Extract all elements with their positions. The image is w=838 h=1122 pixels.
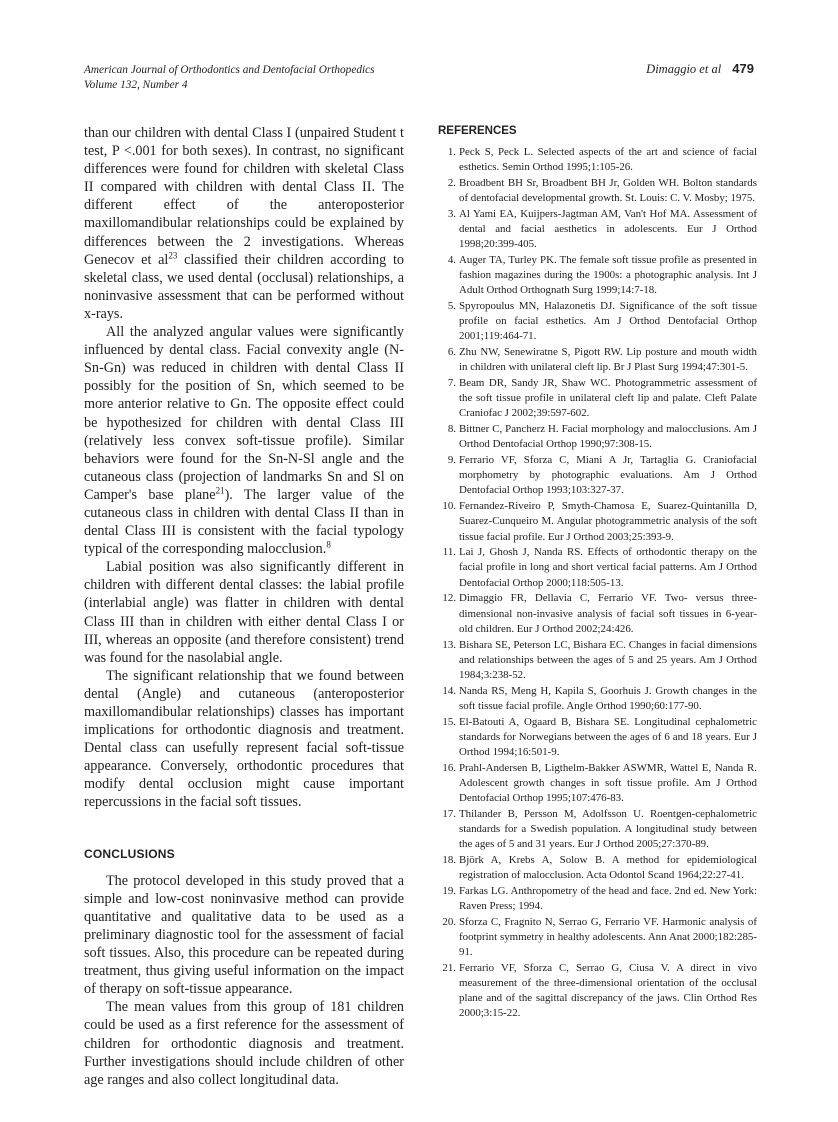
reference-item: [438, 715, 757, 761]
journal-volume: Volume 132, Number 4: [84, 78, 188, 91]
reference-item: [438, 453, 757, 499]
reference-item: [438, 253, 757, 299]
reference-item: [438, 345, 757, 375]
author-running-head: Dimaggio et al: [646, 62, 722, 76]
reference-item: [438, 807, 757, 853]
reference-item: [438, 545, 757, 591]
reference-number: 8.: [447, 423, 456, 436]
reference-text: Beam DR, Sandy JR, Shaw WC. Photogrammetric assessment of the soft tissue profile in unilateral cleft lip and palate. Cleft Palate Craniofac J 2002;39:597-602.: [459, 377, 757, 420]
reference-number: 14.: [442, 684, 456, 697]
body-paragraph: [84, 124, 404, 323]
body-paragraph: The significant relationship that we found between dental (Angle) and cutaneous (anteroposterior maxillomandibular relationships) classes has important implications for orthodontic diagnosis and treatment. Dental class can usefully represent facial soft-tissue appearance. Conversely, orthodontic procedures that modify dental occlusion might cause important repercussions in the facial soft tissues.: [84, 667, 404, 811]
conclusions-paragraph: The protocol developed in this study proved that a simple and low-cost noninvasive method can provide quantitative and qualitative data to be used as a preliminary diagnostic tool for the assessment of facial soft tissues. Also, this procedure can be repeated during treatment, thus giving useful information on the impact of therapy on soft-tissue appearance.: [84, 872, 404, 998]
reference-item: [438, 145, 757, 175]
reference-item: [438, 884, 757, 914]
reference-item: [438, 915, 757, 961]
reference-number: 4.: [447, 253, 456, 266]
citation: 21: [215, 485, 225, 496]
reference-text: Ferrario VF, Sforza C, Miani A Jr, Tartaglia G. Craniofacial morphometry by photographic evaluations. Am J Orthod Dentofacial Orthop 1993;103:327-37.: [459, 454, 757, 497]
page-header-right: [646, 61, 754, 77]
reference-item: [438, 853, 757, 883]
left-column: [84, 124, 404, 1089]
reference-number: 9.: [447, 454, 456, 467]
running-header: [84, 63, 375, 92]
reference-number: 17.: [442, 807, 456, 820]
reference-item: [438, 591, 757, 637]
reference-item: [438, 638, 757, 684]
reference-item: [438, 961, 757, 1022]
reference-number: 21.: [442, 961, 456, 974]
reference-item: [438, 499, 757, 545]
text: All the analyzed angular values were significantly influenced by dental class. Facial convexity angle (N-Sn-Gn) was reduced in children with dental Class II possibly for the position of Sn, which seemed to be more anterior relative to Gn. The opposite effect could be hypothesized for children with dental Class III (relatively less convex soft-tissue profile). Similar behaviors were found for the Sn-N-Sl angle and the cutaneous class (projection of landmarks Sn and Sl on Camper's base plane: [84, 324, 404, 503]
reference-number: 16.: [442, 761, 456, 774]
reference-number: 2.: [447, 176, 456, 189]
journal-title: American Journal of Orthodontics and Dentofacial Orthopedics: [84, 64, 375, 76]
reference-item: [438, 299, 757, 345]
references-section: [438, 125, 757, 1022]
reference-text: Thilander B, Persson M, Adolfsson U. Roentgen-cephalometric standards for a Swedish population. A longitudinal study between the ages of 5 and 31 years. Eur J Orthod 2005;27:370-89.: [459, 807, 757, 851]
text: ). The larger value of the cutaneous class in children with dental Class II than in dental Class III is consistent with the facial typology typical of the corresponding malocclusion.: [84, 486, 404, 558]
reference-number: 7.: [447, 377, 456, 390]
body-paragraph: [84, 323, 404, 558]
conclusions-heading: CONCLUSIONS: [84, 846, 175, 861]
reference-number: 1.: [447, 146, 456, 158]
reference-item: [438, 684, 757, 714]
reference-text: Sforza C, Fragnito N, Serrao G, Ferrario VF. Harmonic analysis of footprint symmetry in healthy adolescents. Ann Anat 2000;182:285-91.: [459, 915, 757, 959]
reference-text: Auger TA, Turley PK. The female soft tissue profile as presented in fashion magazines during the 1900s: a photographic analysis. Int J Adult Orthod Orthognath Surg 1999;14:7-18.: [459, 253, 757, 297]
reference-text: Fernandez-Riveiro P, Smyth-Chamosa E, Suarez-Quintanilla D, Suarez-Cunqueiro M. Angular photogrammetric analysis of the soft tissue facial profile. Eur J Orthod 2003;25:393-9.: [459, 500, 757, 543]
reference-item: [438, 176, 757, 206]
reference-number: 6.: [447, 346, 456, 359]
reference-number: 13.: [442, 638, 456, 651]
reference-item: [438, 376, 757, 422]
reference-number: 5.: [447, 300, 456, 313]
page-number: 479: [732, 61, 754, 76]
reference-item: [438, 207, 757, 253]
reference-text: Lai J, Ghosh J, Nanda RS. Effects of orthodontic therapy on the facial profile in long and short vertical facial patterns. Am J Orthod Dentofacial Orthop 2000;118:505-13.: [459, 546, 757, 589]
reference-text: Spyropoulus MN, Halazonetis DJ. Significance of the soft tissue profile on facial esthetics. Am J Orthod Dentofacial Orthop 2001;119:464-71.: [459, 300, 757, 343]
reference-item: [438, 422, 757, 452]
reference-text: Prahl-Andersen B, Ligthelm-Bakker ASWMR, Wattel E, Nanda R. Adolescent growth changes in soft tissue profile. Am J Orthod Dentofacial Orthop 1995;107:476-83.: [459, 761, 757, 805]
reference-number: 11.: [442, 546, 456, 559]
reference-list: [438, 145, 757, 1022]
reference-number: 15.: [442, 715, 456, 728]
references-heading: REFERENCES: [438, 125, 517, 137]
reference-number: 19.: [442, 884, 456, 897]
reference-number: 10.: [442, 500, 456, 513]
reference-item: [438, 761, 757, 807]
reference-text: Broadbent BH Sr, Broadbent BH Jr, Golden WH. Bolton standards of dentofacial developmental growth. St. Louis: C. V. Mosby; 1975.: [459, 176, 757, 205]
reference-text: Bishara SE, Peterson LC, Bishara EC. Changes in facial dimensions and relationships between the ages of 5 and 25 years. Am J Orthod 1984;3:238-52.: [459, 638, 757, 681]
reference-text: El-Batouti A, Ogaard B, Bishara SE. Longitudinal cephalometric standards for Norwegians between the ages of 6 and 18 years. Eur J Orthod 1994;16:501-9.: [459, 715, 757, 758]
citation: 23: [168, 249, 178, 260]
citation: 8: [326, 539, 331, 550]
text: than our children with dental Class I (unpaired Student t test, P <.001 for both sexes). In contrast, no significant differences were found for children with skeletal Class II compared with children with dental Class II. The different effect of the anteroposterior maxillomandibular relationships could be explained by differences between the 2 investigations. Whereas Genecov et al: [84, 125, 404, 268]
reference-text: Björk A, Krebs A, Solow B. A method for epidemiological registration of malocclusion. Acta Odontol Scand 1964;22:27-41.: [459, 853, 757, 882]
reference-text: Zhu NW, Senewiratne S, Pigott RW. Lip posture and mouth width in children with unilateral cleft lip. Br J Plast Surg 1994;47:301-5.: [459, 346, 757, 374]
reference-text: Al Yami EA, Kuijpers-Jagtman AM, Van't Hof MA. Assessment of dental and facial aesthetics in adolescents. Eur J Orthod 1998;20:399-405.: [459, 207, 757, 251]
reference-text: Dimaggio FR, Dellavia C, Ferrario VF. Two- versus three-dimensional non-invasive analysis of facial soft tissues in 6-year-old children. Eur J Orthod 2002;24:426.: [459, 592, 757, 635]
reference-number: 12.: [442, 592, 456, 605]
conclusions-paragraph: The mean values from this group of 181 children could be used as a first reference for the assessment of children for orthodontic diagnosis and treatment. Further investigations should include children of other age ranges and also collect longitudinal data.: [84, 999, 404, 1088]
reference-number: 18.: [442, 853, 456, 866]
text: classified their children according to skeletal class, we used dental (occlusal) relationships, a noninvasive assessment that can be performed without x-rays.: [84, 251, 404, 322]
reference-number: 3.: [447, 207, 456, 220]
reference-text: Bittner C, Pancherz H. Facial morphology and malocclusions. Am J Orthod Dentofacial Orthop 1990;97:308-15.: [459, 423, 757, 451]
body-paragraph: Labial position was also significantly different in children with different dental classes: the labial profile (interlabial angle) was flatter in children with dental Class III than in children with either dental Class I or III, whereas an opposite (and therefore consistent) trend was found for the nasolabial angle.: [84, 559, 404, 666]
reference-text: Farkas LG. Anthropometry of the head and face. 2nd ed. New York: Raven Press; 1994.: [459, 884, 757, 912]
reference-text: Nanda RS, Meng H, Kapila S, Goorhuis J. Growth changes in the soft tissue facial profile. Angle Orthod 1990;60:177-90.: [459, 684, 757, 712]
reference-text: Peck S, Peck L. Selected aspects of the art and science of facial esthetics. Semin Orthod 1995;1:105-26.: [459, 146, 757, 174]
reference-number: 20.: [442, 915, 456, 928]
reference-text: Ferrario VF, Sforza C, Serrao G, Ciusa V. A direct in vivo measurement of the three-dimensional orientation of the occlusal plane and of the sagittal discrepancy of the jaws. Clin Orthod Res 2000;3:15-22.: [459, 961, 757, 1020]
